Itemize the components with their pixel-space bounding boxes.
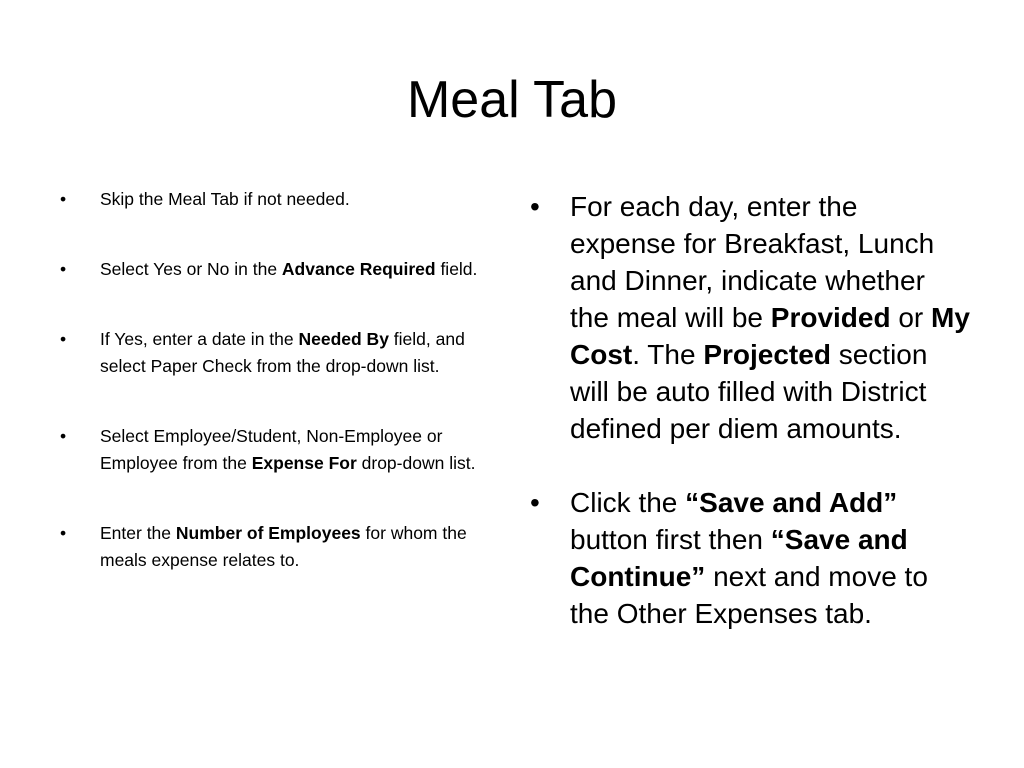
list-item	[60, 326, 492, 380]
bullet-text: for whom the meals expense relates to.	[100, 523, 467, 570]
list-item	[60, 423, 492, 477]
bullet-text: Click the	[570, 487, 686, 518]
bullet-icon: •	[60, 426, 67, 446]
right-bullet-list	[530, 188, 970, 669]
bullet-icon: •	[60, 259, 67, 279]
bullet-text: button first then	[570, 524, 771, 555]
bullet-bold-text: Number of Employees	[175, 523, 361, 543]
bullet-bold-text: My Cost	[570, 302, 970, 370]
bullet-bold-text: Projected	[703, 339, 831, 370]
bullet-icon: •	[60, 329, 67, 349]
bullet-bold-text: “Save and Continue”	[570, 524, 908, 592]
slide-title: Meal Tab	[406, 71, 618, 129]
list-item	[60, 186, 492, 213]
bullet-icon: •	[60, 189, 67, 209]
bullet-bold-text: Provided	[770, 302, 891, 333]
bullet-text: field, and select Paper Check from the drop-down list.	[100, 329, 465, 376]
list-item	[60, 256, 492, 283]
bullet-bold-text: Needed By	[298, 329, 389, 349]
list-item	[530, 188, 970, 447]
list-item	[60, 520, 492, 574]
bullet-text: For each day, enter the expense for Breakfast, Lunch and Dinner, indicate whether the meal will be	[570, 191, 935, 333]
bullet-text: If Yes, enter a date in the	[100, 329, 299, 349]
bullet-text: . The	[632, 339, 704, 370]
bullet-text: or	[890, 302, 932, 333]
left-bullet-list	[60, 186, 492, 617]
bullet-icon: •	[530, 191, 540, 222]
bullet-text: Enter the	[100, 523, 176, 543]
bullet-text: next and move to the Other Expenses tab.	[570, 561, 928, 629]
bullet-icon: •	[60, 523, 67, 543]
bullet-text: drop-down list.	[356, 453, 476, 473]
bullet-text: field.	[435, 259, 478, 279]
bullet-icon: •	[530, 487, 540, 518]
bullet-text: section will be auto filled with District defined per diem amounts.	[570, 339, 928, 444]
bullet-text: Select Yes or No in the	[100, 259, 282, 279]
bullet-bold-text: Advance Required	[281, 259, 436, 279]
bullet-bold-text: “Save and Add”	[685, 487, 898, 518]
bullet-text: Skip the Meal Tab if not needed.	[100, 189, 350, 209]
bullet-text: Select Employee/Student, Non-Employee or Employee from the	[100, 426, 443, 473]
bullet-bold-text: Expense For	[251, 453, 357, 473]
list-item	[530, 484, 970, 632]
